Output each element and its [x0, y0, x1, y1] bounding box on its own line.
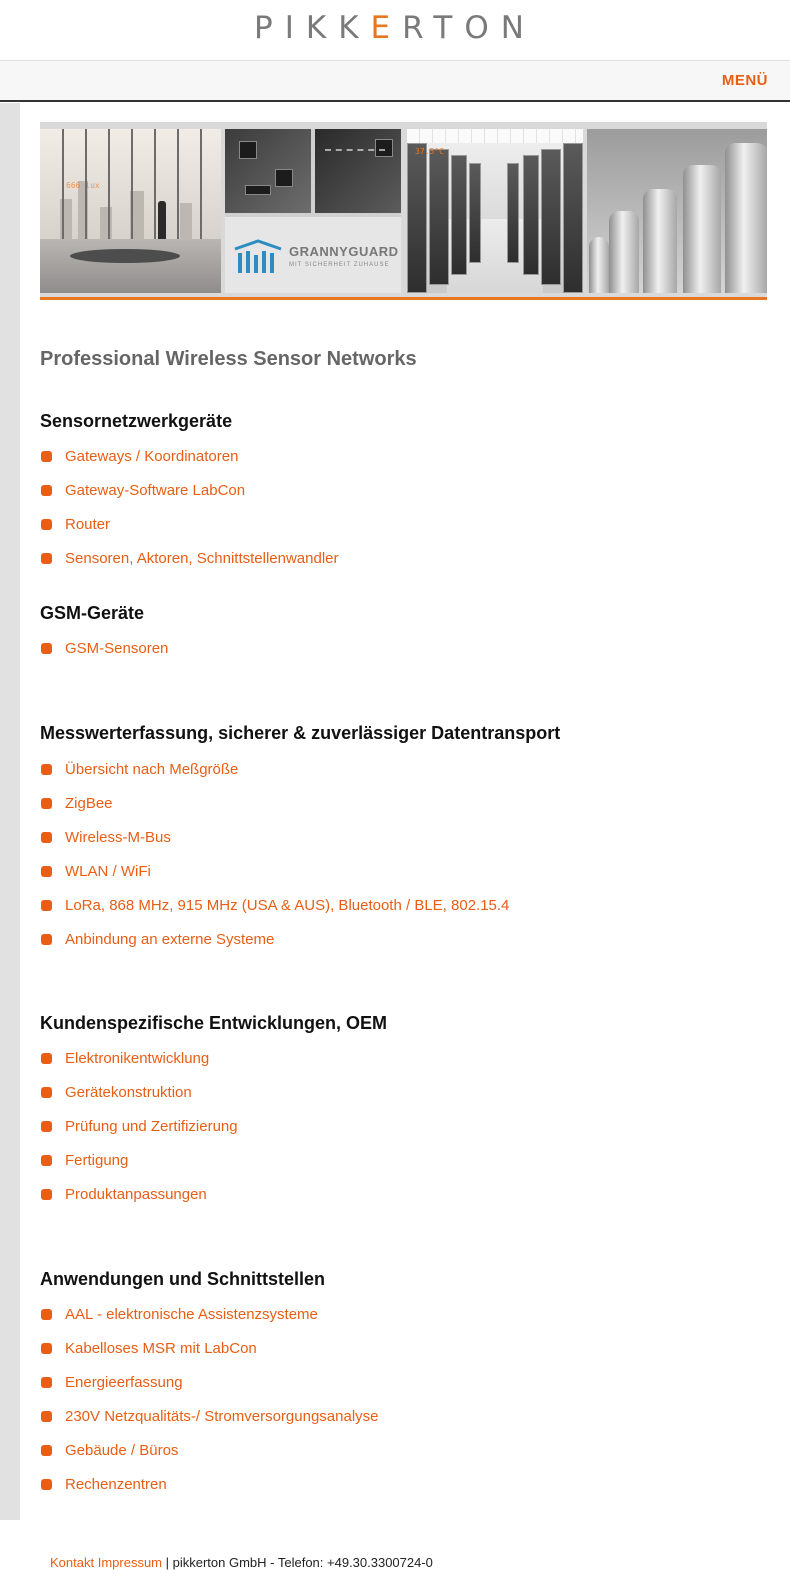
list-item[interactable] — [40, 514, 110, 534]
nav-link[interactable]: WLAN / WiFi — [65, 862, 151, 880]
banner-electronics-image — [225, 129, 401, 293]
list-item[interactable] — [40, 1440, 178, 1460]
list-item[interactable] — [40, 861, 151, 881]
nav-link[interactable]: LoRa, 868 MHz, 915 MHz (USA & AUS), Bluetooth / BLE, 802.15.4 — [65, 896, 510, 914]
list-item[interactable] — [40, 480, 245, 500]
nav-link[interactable]: Prüfung und Zertifizierung — [65, 1117, 238, 1135]
footer-company-text: | pikkerton GmbH - Telefon: +49.30.3300724-0 — [165, 1555, 433, 1570]
section-heading-gsm-geraete: GSM-Geräte — [40, 603, 145, 623]
grannyguard-subtitle: MIT SICHERHEIT ZUHAUSE — [289, 262, 390, 268]
impressum-link[interactable]: Impressum — [97, 1555, 163, 1570]
list-item[interactable] — [40, 1338, 257, 1358]
banner-industrial-image — [587, 129, 767, 293]
menu-button[interactable]: MENÜ — [721, 72, 768, 89]
list-item[interactable] — [40, 1474, 167, 1494]
nav-link[interactable]: Übersicht nach Meßgröße — [65, 760, 239, 778]
nav-link[interactable]: Energieerfassung — [65, 1373, 183, 1391]
grannyguard-icon — [233, 239, 283, 275]
bullet-icon — [41, 485, 52, 496]
nav-link[interactable]: Gateway-Software LabCon — [65, 481, 246, 499]
pikkerton-logo[interactable] — [0, 10, 790, 46]
bullet-icon — [41, 1309, 52, 1320]
list-item[interactable] — [40, 793, 113, 813]
bullet-icon — [41, 1479, 52, 1490]
list-item[interactable] — [40, 638, 168, 658]
nav-link[interactable]: Router — [65, 515, 111, 533]
bullet-icon — [41, 1053, 52, 1064]
nav-link[interactable]: Sensoren, Aktoren, Schnittstellenwandler — [65, 549, 339, 567]
site-header — [0, 0, 790, 60]
list-item[interactable] — [40, 895, 509, 915]
list-item[interactable] — [40, 1406, 379, 1426]
bullet-icon — [41, 1121, 52, 1132]
bullet-icon — [41, 451, 52, 462]
bullet-icon — [41, 1343, 52, 1354]
section-heading-messwerterfassung: Messwerterfassung, sicherer & zuverlässiger Datentransport — [40, 723, 561, 743]
bullet-icon — [41, 1087, 52, 1098]
lux-reading: 666 lux — [66, 181, 100, 190]
nav-link[interactable]: 230V Netzqualitäts-/ Stromversorgungsanalyse — [65, 1407, 379, 1425]
footer-line — [50, 1555, 433, 1570]
temperature-reading: 37.5°C — [415, 147, 444, 156]
list-item[interactable] — [40, 929, 274, 949]
list-item[interactable] — [40, 446, 238, 466]
list-item[interactable] — [40, 1150, 128, 1170]
bullet-icon — [41, 1377, 52, 1388]
nav-link[interactable]: ZigBee — [65, 794, 113, 812]
nav-link[interactable]: Produktanpassungen — [65, 1185, 207, 1203]
bullet-icon — [41, 1411, 52, 1422]
nav-link[interactable]: AAL - elektronische Assistenzsysteme — [65, 1305, 318, 1323]
circuit-board-image — [225, 129, 311, 213]
nav-link[interactable]: Rechenzentren — [65, 1475, 167, 1493]
conference-table — [70, 249, 180, 263]
list-item[interactable] — [40, 1082, 192, 1102]
nav-link[interactable]: Wireless-M-Bus — [65, 828, 171, 846]
nav-link[interactable]: GSM-Sensoren — [65, 639, 169, 657]
logo-text-right: RTON — [402, 10, 536, 46]
bullet-icon — [41, 553, 52, 564]
nav-link[interactable]: Kabelloses MSR mit LabCon — [65, 1339, 257, 1357]
section-heading-kundenspezifische-entwicklungen: Kundenspezifische Entwicklungen, OEM — [40, 1013, 388, 1033]
list-item[interactable] — [40, 1048, 209, 1068]
bullet-icon — [41, 1445, 52, 1456]
list-item[interactable] — [40, 1304, 318, 1324]
section-heading-anwendungen-schnittstellen: Anwendungen und Schnittstellen — [40, 1269, 325, 1289]
bullet-icon — [41, 934, 52, 945]
bullet-icon — [41, 900, 52, 911]
list-item[interactable] — [40, 759, 238, 779]
bullet-icon — [41, 1189, 52, 1200]
list-item[interactable] — [40, 548, 339, 568]
logo-text-left: PIKK — [254, 10, 371, 46]
bullet-icon — [41, 643, 52, 654]
nav-link[interactable]: Gateways / Koordinatoren — [65, 447, 239, 465]
list-item[interactable] — [40, 1184, 207, 1204]
left-sidebar-strip — [0, 103, 20, 1520]
bullet-icon — [41, 1155, 52, 1166]
person-silhouette — [158, 201, 166, 239]
grannyguard-logo[interactable] — [225, 217, 401, 293]
bullet-icon — [41, 798, 52, 809]
page-title: Professional Wireless Sensor Networks — [40, 348, 417, 370]
bullet-icon — [41, 764, 52, 775]
list-item[interactable] — [40, 1116, 238, 1136]
list-item[interactable] — [40, 1372, 183, 1392]
hero-banner — [40, 122, 767, 300]
site-footer — [0, 1520, 790, 1574]
nav-link[interactable]: Fertigung — [65, 1151, 129, 1169]
banner-office-image — [40, 129, 221, 293]
bullet-icon — [41, 832, 52, 843]
list-item[interactable] — [40, 827, 171, 847]
logo-text-accent: E — [370, 10, 403, 46]
bullet-icon — [41, 519, 52, 530]
nav-bar — [0, 60, 790, 102]
banner-datacenter-image — [407, 129, 583, 293]
kontakt-link[interactable]: Kontakt — [50, 1555, 95, 1570]
grannyguard-title: GRANNYGUARD — [289, 244, 399, 259]
nav-link[interactable]: Anbindung an externe Systeme — [65, 930, 275, 948]
nav-link[interactable]: Gerätekonstruktion — [65, 1083, 192, 1101]
nav-link[interactable]: Elektronikentwicklung — [65, 1049, 210, 1067]
nav-link[interactable]: Gebäude / Büros — [65, 1441, 179, 1459]
section-heading-sensornetzwerkgeraete: Sensornetzwerkgeräte — [40, 411, 233, 431]
bullet-icon — [41, 866, 52, 877]
